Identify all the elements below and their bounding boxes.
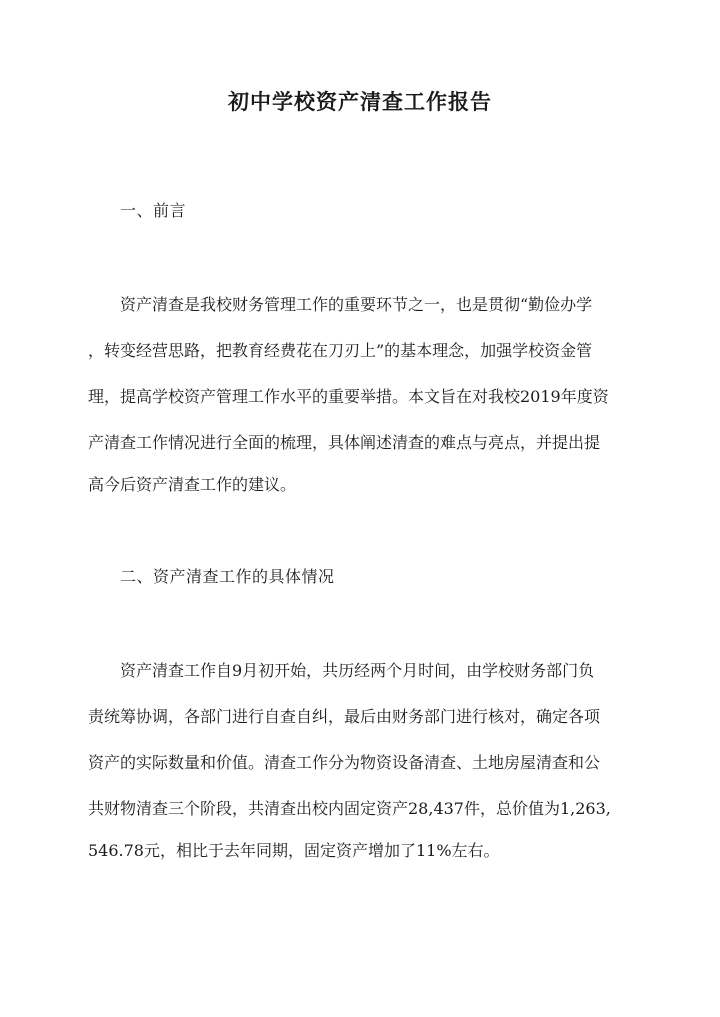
paragraph-line: 资产清查是我校财务管理工作的重要环节之一，也是贯彻“勤俭办学 bbox=[120, 295, 593, 314]
document-title: 初中学校资产清查工作报告 bbox=[228, 89, 492, 114]
paragraph-line: 资产的实际数量和价值。清查工作分为物资设备清查、土地房屋清查和公 bbox=[88, 753, 601, 772]
section-heading-details: 二、资产清查工作的具体情况 bbox=[120, 567, 335, 586]
paragraph-line: ，转变经营思路，把教育经费花在刀刃上”的基本理念，加强学校资金管 bbox=[88, 341, 593, 360]
paragraph-line: 高今后资产清查工作的建议。 bbox=[88, 475, 297, 494]
section-heading-preface: 一、前言 bbox=[120, 201, 187, 220]
paragraph-line: 责统筹协调，各部门进行自查自纠，最后由财务部门进行核对，确定各项 bbox=[88, 707, 601, 726]
paragraph-line: 理，提高学校资产管理工作水平的重要举措。本文旨在对我校2019年度资 bbox=[88, 387, 609, 406]
paragraph-line: 资产清查工作自9月初开始，共历经两个月时间，由学校财务部门负 bbox=[120, 661, 595, 680]
paragraph-line: 546.78元，相比于去年同期，固定资产增加了11%左右。 bbox=[88, 841, 500, 860]
paragraph-line: 共财物清查三个阶段，共清查出校内固定资产28,437件，总价值为1,263, bbox=[88, 799, 611, 818]
paragraph-line: 产清查工作情况进行全面的梳理，具体阐述清查的难点与亮点，并提出提 bbox=[88, 433, 601, 452]
